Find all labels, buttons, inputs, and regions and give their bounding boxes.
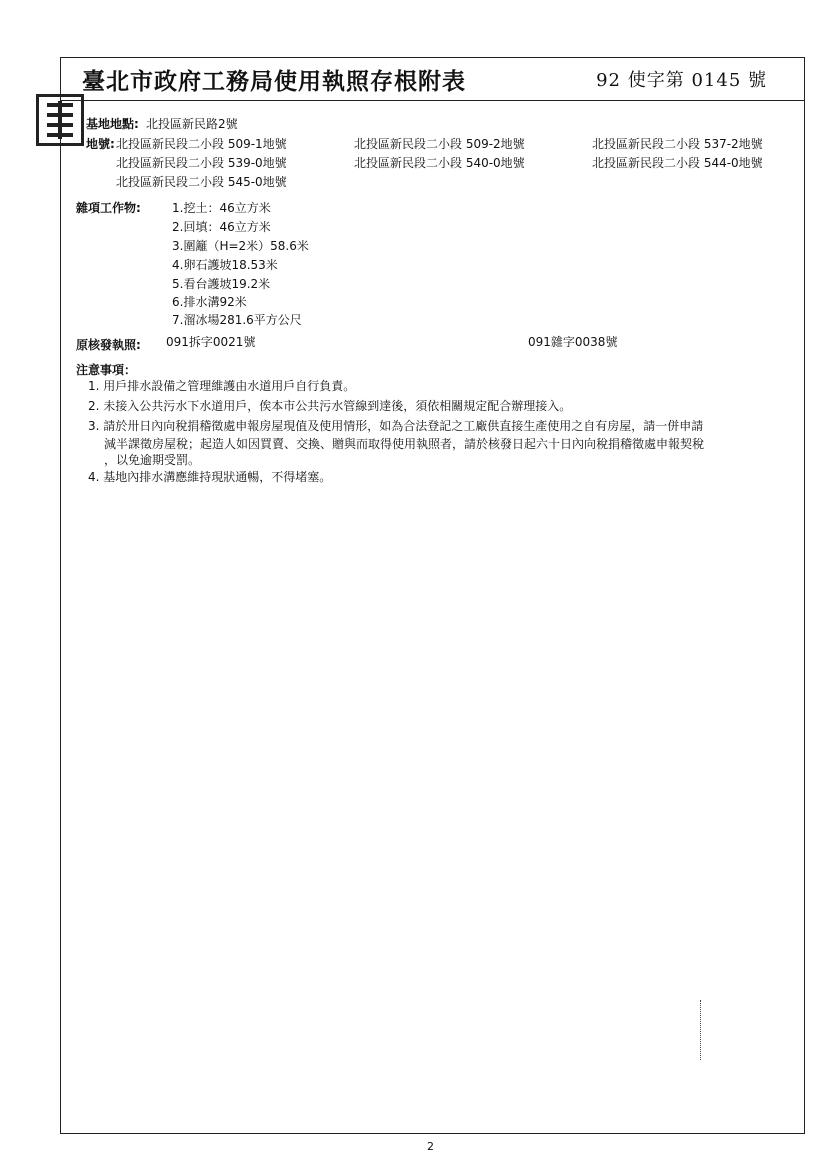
original-permit-value: 091拆字0021號 — [166, 335, 256, 349]
misc-work-item: 4.卵石護坡18.53米 — [172, 258, 278, 272]
misc-work-item: 7.溜冰場281.6平方公尺 — [172, 313, 302, 327]
official-stamp — [36, 94, 84, 146]
misc-work-item: 2.回填：46立方米 — [172, 220, 271, 234]
lot-item: 北投區新民段二小段 537-2地號 — [592, 137, 763, 151]
license-number: 92 使字第 0145 號 — [596, 70, 767, 91]
scan-artifact — [700, 1000, 704, 1060]
lot-item: 北投區新民段二小段 540-0地號 — [354, 156, 525, 170]
original-permits-label: 原核發執照: — [76, 338, 141, 352]
lot-item: 北投區新民段二小段 509-2地號 — [354, 137, 525, 151]
title-row — [60, 57, 805, 101]
misc-work-item: 6.排水溝92米 — [172, 295, 247, 309]
site-label: 基地地點: — [86, 117, 139, 131]
note-item: 3. 請於卅日內向稅捐稽徵處申報房屋現值及使用情形，如為合法登記之工廠供直接生產使用之自有房屋，請一併申請 — [88, 419, 704, 433]
lot-item: 北投區新民段二小段 539-0地號 — [116, 156, 287, 170]
misc-work-item: 1.挖土：46立方米 — [172, 201, 271, 215]
note-item: 4. 基地內排水溝應維持現狀通暢，不得堵塞。 — [88, 470, 332, 484]
misc-work-item: 5.看台護坡19.2米 — [172, 277, 271, 291]
lots-label: 地號: — [86, 137, 115, 151]
lot-item: 北投區新民段二小段 509-1地號 — [116, 137, 287, 151]
misc-works-label: 雜項工作物: — [76, 201, 141, 215]
page-number: 2 — [427, 1140, 434, 1153]
site-address: 北投區新民路2號 — [146, 117, 238, 131]
note-item: 2. 未接入公共污水下水道用戶，俟本市公共污水管線到達後，須依相關規定配合辦理接入。 — [88, 399, 572, 413]
note-item: 1. 用戶排水設備之管理維護由水道用戶自行負責。 — [88, 379, 356, 393]
page-title: 臺北市政府工務局使用執照存根附表 — [82, 68, 466, 95]
notes-label: 注意事項： — [76, 363, 137, 377]
original-permit-value: 091雜字0038號 — [528, 335, 618, 349]
misc-work-item: 3.圍籬（H=2米）58.6米 — [172, 239, 309, 253]
lot-item: 北投區新民段二小段 544-0地號 — [592, 156, 763, 170]
note-item-continuation: ，以免逾期受罰。 — [104, 453, 201, 467]
lot-item: 北投區新民段二小段 545-0地號 — [116, 175, 287, 189]
note-item-continuation: 減半課徵房屋稅；起造人如因買賣、交換、贈與而取得使用執照者，請於核發日起六十日內向稅捐稽徵處申報契稅 — [104, 437, 705, 451]
